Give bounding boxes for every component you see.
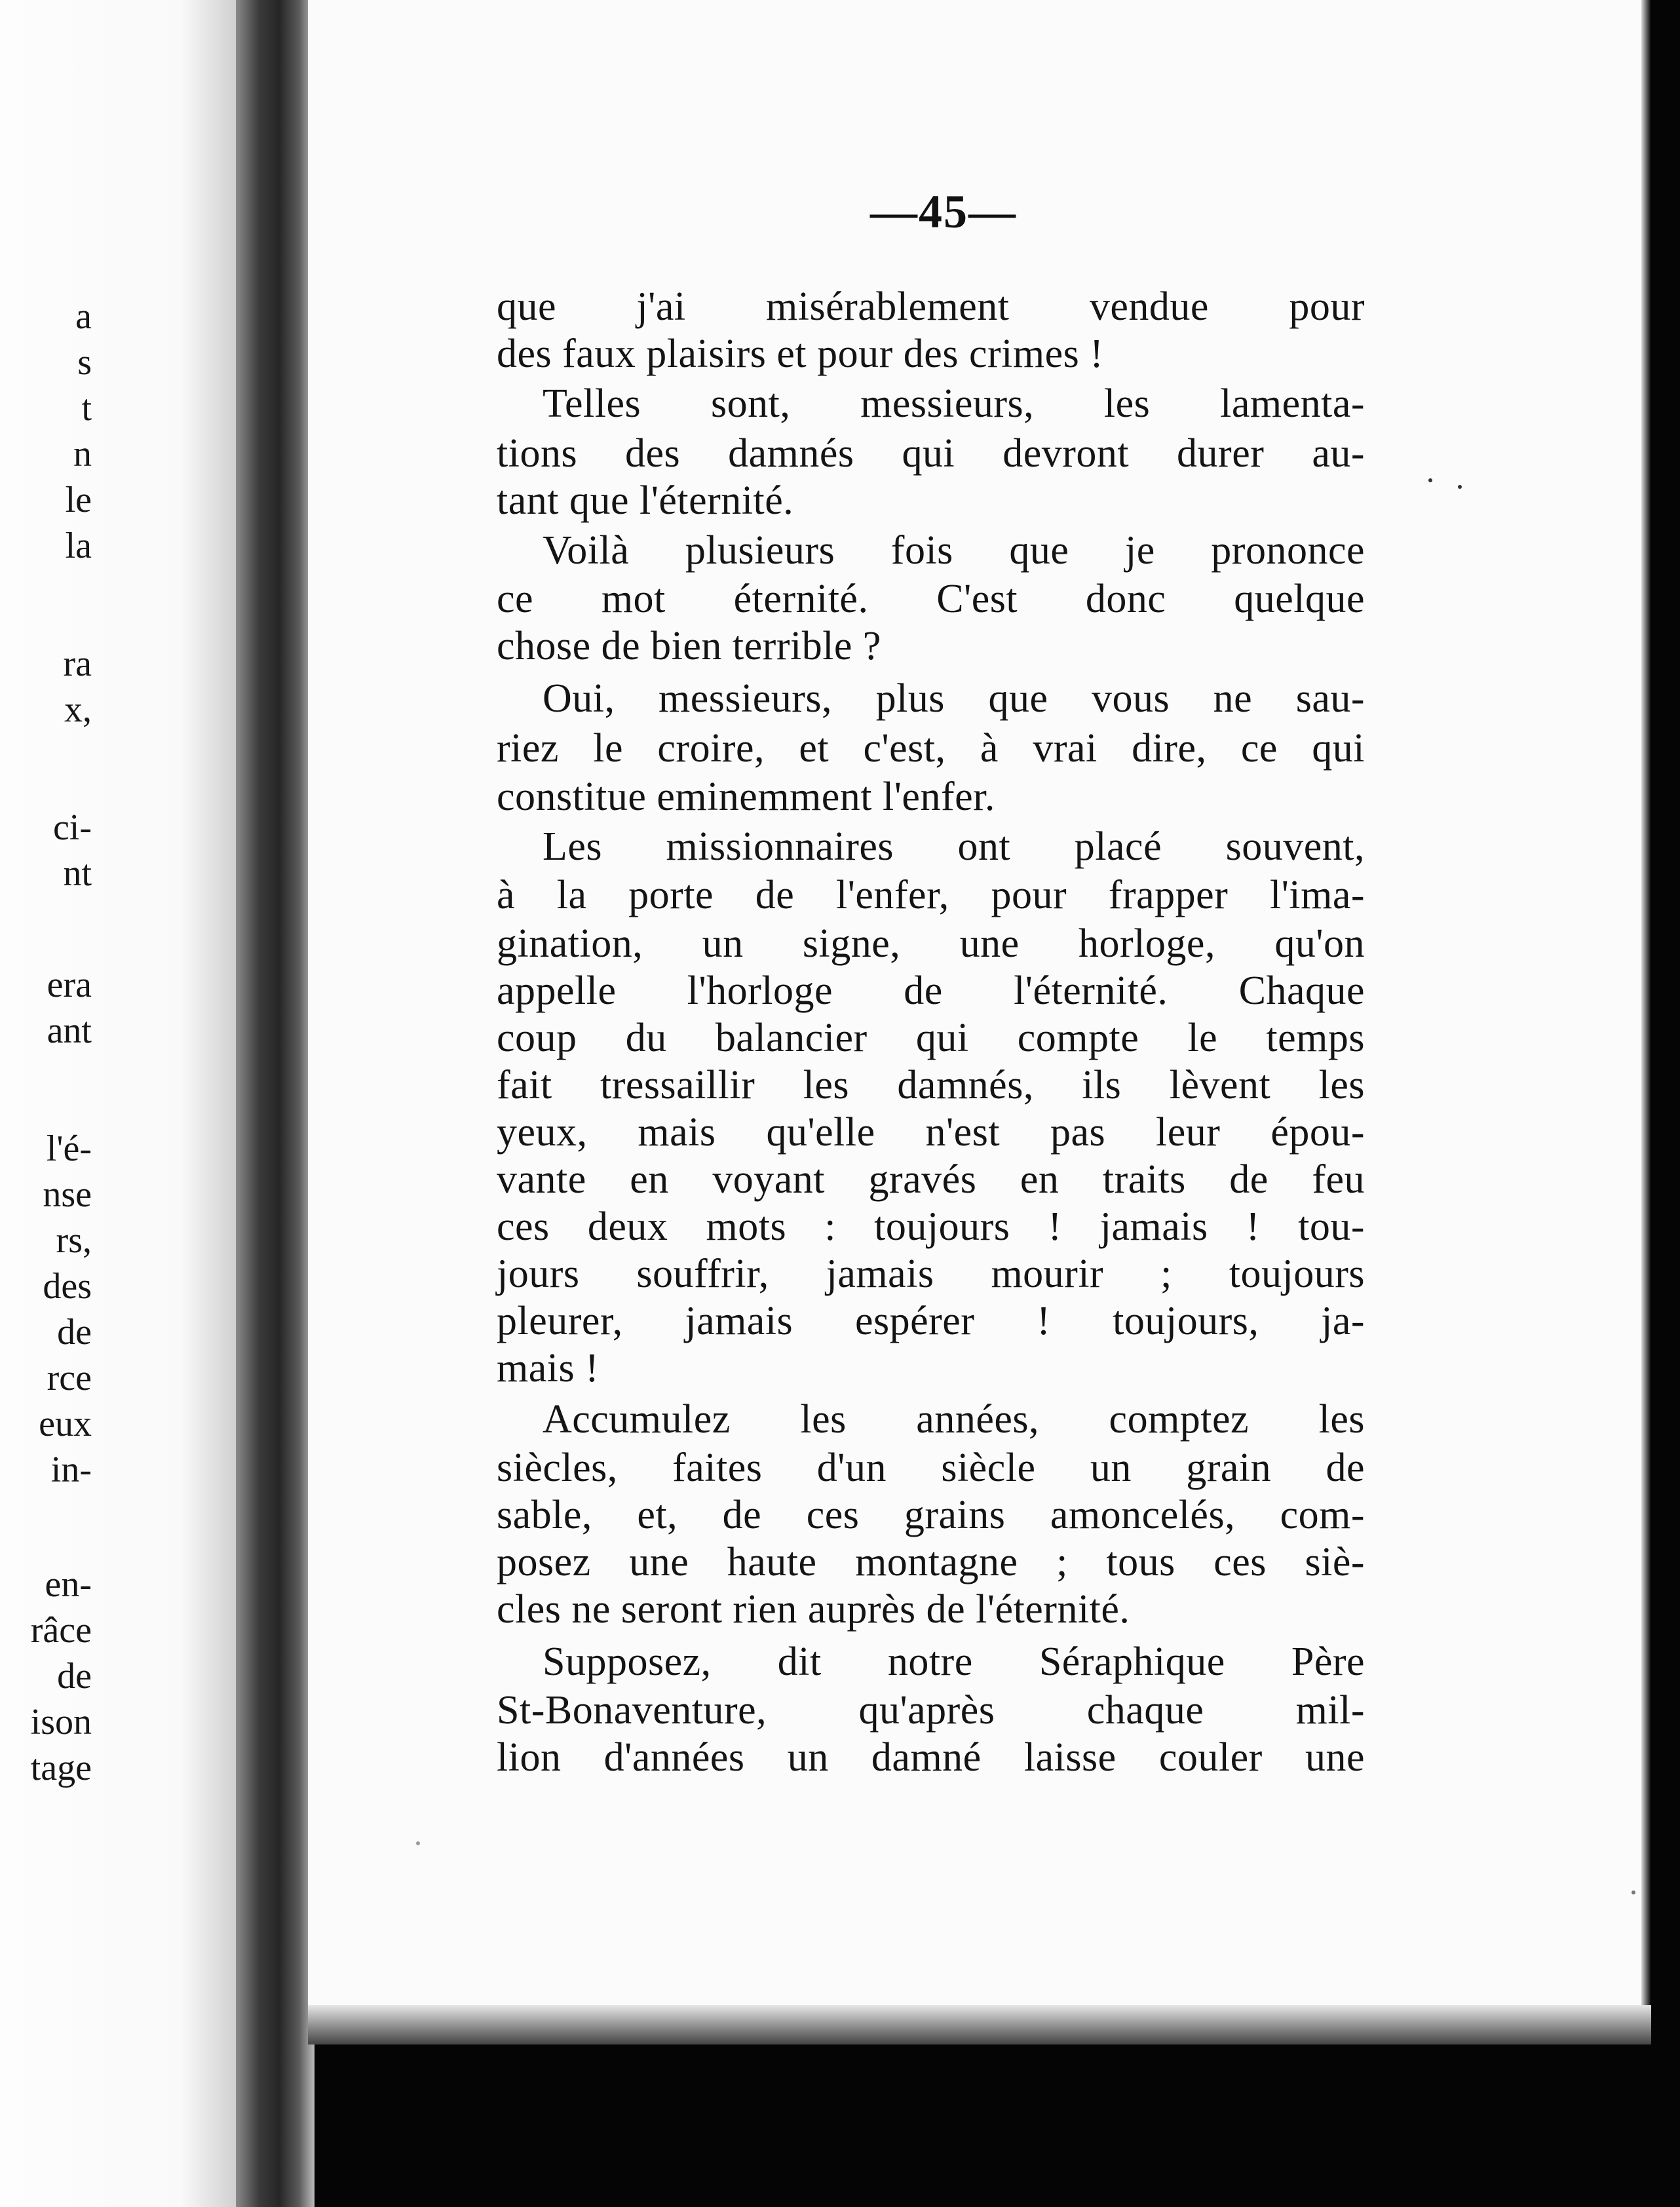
left-fragment: ci- <box>52 807 92 848</box>
left-fragment: t <box>81 388 92 429</box>
left-fragment: de <box>57 1312 92 1353</box>
text-line: que j'ai misérablement vendue pour <box>497 284 1365 329</box>
text-line: chose de bien terrible ? <box>497 624 881 668</box>
left-fragment: era <box>47 965 92 1005</box>
left-fragment: nt <box>63 853 92 894</box>
left-fragment: x, <box>64 689 92 730</box>
text-line: vante en voyant gravés en traits de feu <box>497 1157 1365 1202</box>
paragraph-start-line: Accumulez les années, comptez les <box>543 1397 1365 1442</box>
left-fragment: n <box>73 434 92 474</box>
text-line: St-Bonaventure, qu'après chaque mil- <box>497 1688 1365 1733</box>
print-speck <box>1632 1890 1635 1894</box>
paragraph-start-line: Voilà plusieurs fois que je prononce <box>543 528 1365 573</box>
left-fragment: eux <box>39 1404 92 1444</box>
print-speck <box>1428 478 1432 482</box>
paragraph-start-line: Telles sont, messieurs, les lamenta- <box>543 381 1365 426</box>
left-fragment: la <box>65 526 92 566</box>
paragraph-start-line: Oui, messieurs, plus que vous ne sau- <box>543 676 1365 721</box>
text-line: des faux plaisirs et pour des crimes ! <box>497 332 1104 376</box>
text-line: ce mot éternité. C'est donc quelque <box>497 577 1365 621</box>
text-line: posez une haute montagne ; tous ces siè- <box>497 1540 1365 1584</box>
text-line: gination, un signe, une horloge, qu'on <box>497 921 1365 966</box>
text-line: mais ! <box>497 1346 600 1391</box>
left-fragment: rs, <box>56 1220 92 1261</box>
left-fragment: rce <box>47 1358 92 1398</box>
left-fragment: l'é- <box>46 1128 92 1169</box>
text-line: tant que l'éternité. <box>497 478 794 523</box>
left-fragment: ra <box>63 643 92 684</box>
text-line: cles ne seront rien auprès de l'éternité. <box>497 1587 1130 1632</box>
text-line: coup du balancier qui compte le temps <box>497 1016 1365 1060</box>
print-speck <box>1458 485 1462 489</box>
text-line: siècles, faites d'un siècle un grain de <box>497 1446 1365 1490</box>
left-fragment: des <box>43 1266 92 1307</box>
text-line: riez le croire, et c'est, à vrai dire, ce qui <box>497 726 1365 771</box>
text-line: à la porte de l'enfer, pour frapper l'ima- <box>497 873 1365 917</box>
text-line: fait tressaillir les damnés, ils lèvent les <box>497 1063 1365 1107</box>
left-fragment: s <box>77 342 92 383</box>
left-fragment: de <box>57 1656 92 1697</box>
left-fragment: ison <box>30 1702 92 1742</box>
page-bottom-shadow <box>308 2005 1651 2044</box>
page-number: —45— <box>870 185 1017 238</box>
text-line: pleurer, jamais espérer ! toujours, ja- <box>497 1299 1365 1343</box>
text-line: constitue eminemment l'enfer. <box>497 775 995 819</box>
text-line: jours souffrir, jamais mourir ; toujours <box>497 1252 1365 1296</box>
left-fragment: râce <box>30 1610 92 1651</box>
left-fragment: nse <box>43 1174 92 1215</box>
left-fragment: ant <box>47 1010 92 1051</box>
book-gutter-shadow <box>236 0 315 2207</box>
print-speck <box>416 1841 420 1845</box>
text-line: lion d'années un damné laisse couler une <box>497 1735 1365 1780</box>
left-fragment: le <box>65 480 92 520</box>
right-page-edge <box>1641 0 1651 2031</box>
left-fragment: a <box>75 296 92 337</box>
left-fragment: en- <box>45 1564 92 1605</box>
left-fragment: tage <box>30 1748 92 1788</box>
left-facing-page <box>0 0 259 2207</box>
text-line: sable, et, de ces grains amoncelés, com- <box>497 1493 1365 1537</box>
text-line: tions des damnés qui devront durer au- <box>497 431 1365 476</box>
text-line: ces deux mots : toujours ! jamais ! tou- <box>497 1204 1365 1249</box>
left-fragment: in- <box>50 1449 92 1490</box>
text-line: yeux, mais qu'elle n'est pas leur épou- <box>497 1110 1365 1155</box>
text-line: appelle l'horloge de l'éternité. Chaque <box>497 969 1365 1013</box>
paragraph-start-line: Les missionnaires ont placé souvent, <box>543 824 1365 869</box>
paragraph-start-line: Supposez, dit notre Séraphique Père <box>543 1640 1365 1684</box>
